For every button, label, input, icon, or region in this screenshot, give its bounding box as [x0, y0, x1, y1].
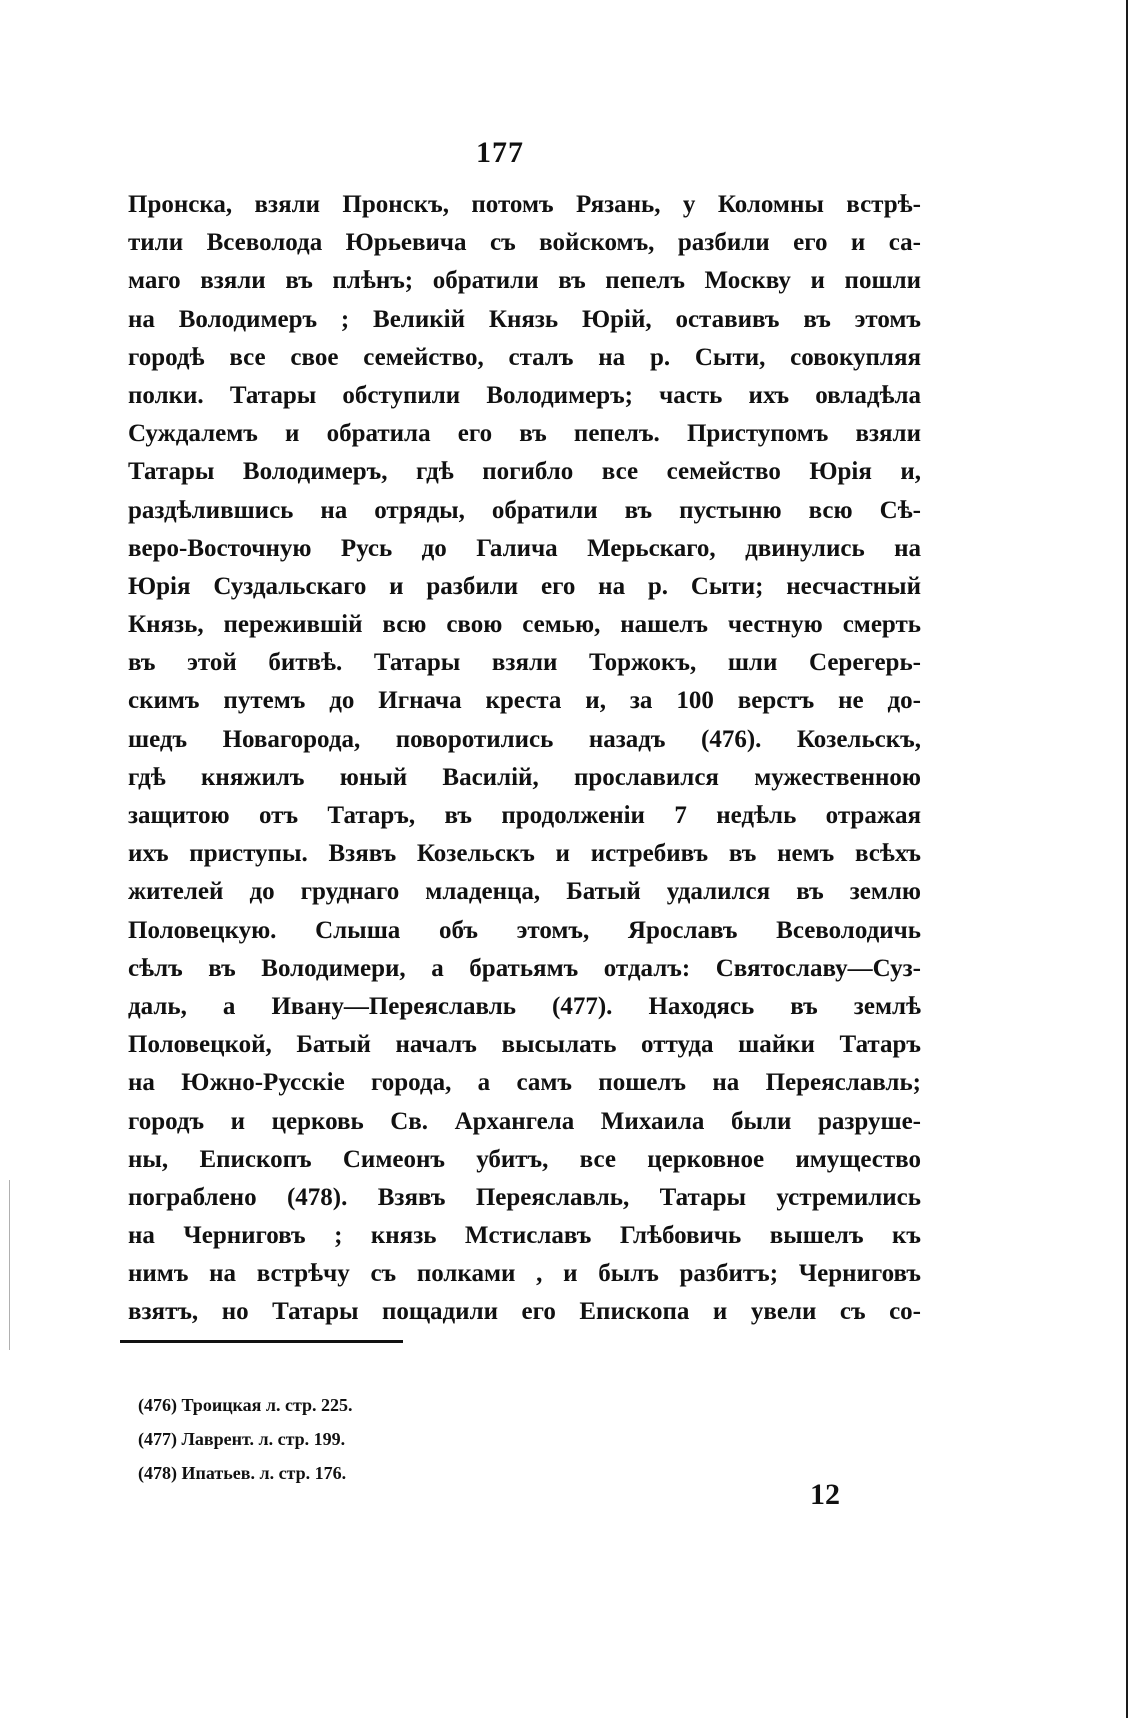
page-edge-shadow [1126, 0, 1128, 1718]
text-line: даль, а Ивану—Переяславль (477). Находясь въ землѣ [128, 992, 921, 1020]
text-line: Татары Володимеръ, гдѣ погибло все семейство Юрія и, [128, 458, 921, 486]
text-line: гдѣ княжилъ юный Василій, прославился мужественною [128, 763, 921, 791]
page-number: 177 [476, 136, 524, 169]
footnotes [138, 1388, 353, 1490]
body-text [128, 186, 921, 1332]
text-line: въ этой битвѣ. Татары взяли Торжокъ, шли Серегерь- [128, 649, 921, 677]
text-line: скимъ путемъ до Игнача креста и, за 100 верстъ не до- [128, 687, 921, 715]
text-line: пограблено (478). Взявъ Переяславль, Татары устремились [128, 1183, 921, 1211]
text-line: ихъ приступы. Взявъ Козельскъ и истребивъ въ немъ всѣхъ [128, 840, 921, 868]
text-line: на Черниговъ ; князь Мстиславъ Глѣбовичь вышелъ къ [128, 1222, 921, 1250]
text-line: на Южно-Русскіе города, а самъ пошелъ на Переяславль; [128, 1069, 921, 1097]
text-line: Половецкую. Слыша объ этомъ, Ярославъ Всеволодичь [128, 916, 921, 944]
text-line: Князь, пережившій всю свою семью, нашелъ честную смерть [128, 611, 921, 639]
text-line: на Володимеръ ; Великій Князь Юрій, оставивъ въ этомъ [128, 305, 921, 333]
text-line: шедъ Новагорода, поворотились назадъ (476). Козельскъ, [128, 725, 921, 753]
text-line: городѣ все свое семейство, сталъ на р. Сыти, совокупляя [128, 343, 921, 371]
text-line: Половецкой, Батый началъ высылать оттуда шайки Татаръ [128, 1031, 921, 1059]
text-line: тили Всеволода Юрьевича съ войскомъ, разбили его и са- [128, 229, 921, 257]
text-line: Юрія Суздальскаго и разбили его на р. Сыти; несчастный [128, 572, 921, 600]
text-line: жителей до груднаго младенца, Батый удалился въ землю [128, 878, 921, 906]
text-line: маго взяли въ плѣнъ; обратили въ пепелъ Москву и пошли [128, 267, 921, 295]
text-line: городъ и церковь Св. Архангела Михаила были разруше- [128, 1107, 921, 1135]
text-line: нимъ на встрѣчу съ полками , и былъ разбитъ; Черниговъ [128, 1260, 921, 1288]
text-line: защитою отъ Татаръ, въ продолженіи 7 недѣль отражая [128, 802, 921, 829]
footnote: (478) Ипатьев. л. стр. 176. [138, 1463, 347, 1483]
text-line: раздѣлившись на отряды, обратили въ пустыню всю Сѣ- [128, 496, 921, 524]
text-line: Суждалемъ и обратила его въ пепелъ. Приступомъ взяли [128, 420, 921, 448]
text-line: полки. Татары обступили Володимеръ; часть ихъ овладѣла [128, 381, 921, 409]
text-line: взятъ, но Татары пощадили его Епископа и увели съ со- [128, 1298, 921, 1326]
footnote-separator [120, 1340, 403, 1343]
text-line: ны, Епископъ Симеонъ убитъ, все церковное имущество [128, 1145, 921, 1173]
text-line: Пронска, взяли Пронскъ, потомъ Рязань, у Коломны встрѣ- [128, 191, 921, 218]
text-line: сѣлъ въ Володимери, а братьямъ отдалъ: Святославу—Суз- [128, 954, 921, 982]
footnote: (477) Лаврент. л. стр. 199. [138, 1429, 346, 1449]
footnote: (476) Троицкая л. стр. 225. [138, 1395, 353, 1415]
signature-mark: 12 [810, 1478, 840, 1511]
page-edge-mark [9, 1180, 10, 1350]
text-line: веро-Восточную Русь до Галича Мерьскаго, двинулись на [128, 534, 921, 562]
